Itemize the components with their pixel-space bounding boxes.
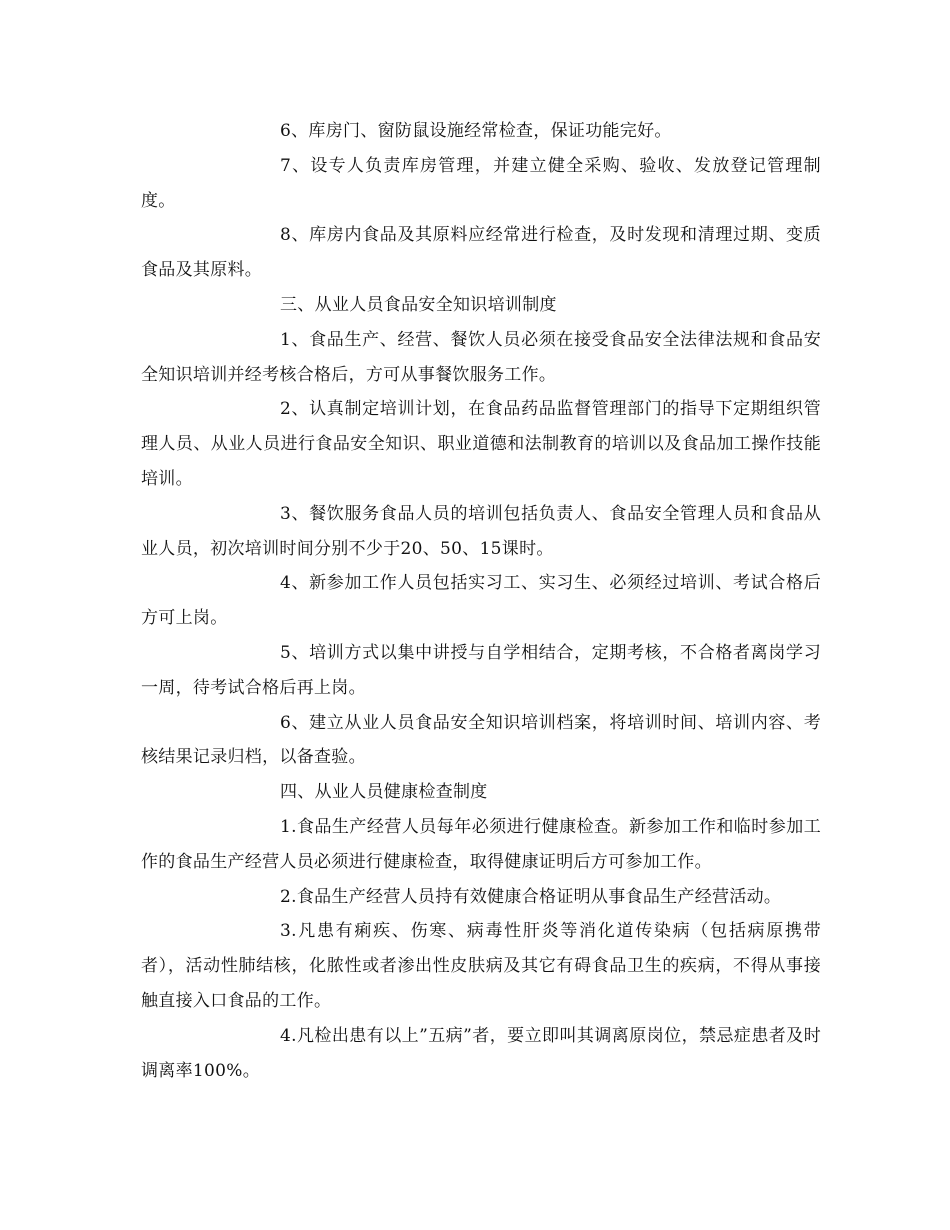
paragraph-health-4: 4.凡检出患有以上”五病”者，要立即叫其调离原岗位，禁忌症患者及时调离率100%。	[141, 1025, 821, 1081]
paragraph-training-3: 3、餐饮服务食品人员的培训包括负责人、食品安全管理人员和食品从业人员，初次培训时间分别不少于20、50、15课时。	[141, 503, 821, 559]
document-body	[141, 114, 821, 1088]
paragraph-health-2: 2.食品生产经营人员持有效健康合格证明从事食品生产经营活动。	[280, 886, 782, 907]
paragraph-health-1: 1.食品生产经营人员每年必须进行健康检查。新参加工作和临时参加工作的食品生产经营人员必须进行健康检查，取得健康证明后方可参加工作。	[141, 816, 821, 872]
paragraph-storeroom-inspection: 8、库房内食品及其原料应经常进行检查，及时发现和清理过期、变质食品及其原料。	[141, 225, 821, 281]
paragraph-storeroom-management: 7、设专人负责库房管理，并建立健全采购、验收、发放登记管理制度。	[141, 155, 821, 211]
section-heading-training: 三、从业人员食品安全知识培训制度	[280, 294, 557, 315]
paragraph-training-2: 2、认真制定培训计划，在食品药品监督管理部门的指导下定期组织管理人员、从业人员进行食品安全知识、职业道德和法制教育的培训以及食品加工操作技能培训。	[141, 399, 821, 489]
paragraph-training-1: 1、食品生产、经营、餐饮人员必须在接受食品安全法律法规和食品安全知识培训并经考核合格后，方可从事餐饮服务工作。	[141, 329, 821, 385]
paragraph-health-3: 3.凡患有痢疾、伤寒、病毒性肝炎等消化道传染病（包括病原携带者），活动性肺结核，化脓性或者渗出性皮肤病及其它有碍食品卫生的疾病，不得从事接触直接入口食品的工作。	[141, 921, 821, 1011]
section-heading-health-check: 四、从业人员健康检查制度	[280, 782, 488, 803]
paragraph-storeroom-rodent-check: 6、库房门、窗防鼠设施经常检查，保证功能完好。	[280, 121, 672, 141]
paragraph-training-4: 4、新参加工作人员包括实习工、实习生、必须经过培训、考试合格后方可上岗。	[141, 573, 821, 629]
paragraph-training-6: 6、建立从业人员食品安全知识培训档案，将培训时间、培训内容、考核结果记录归档，以备查验。	[141, 712, 821, 768]
paragraph-training-5: 5、培训方式以集中讲授与自学相结合，定期考核，不合格者离岗学习一周，待考试合格后再上岗。	[141, 642, 821, 698]
